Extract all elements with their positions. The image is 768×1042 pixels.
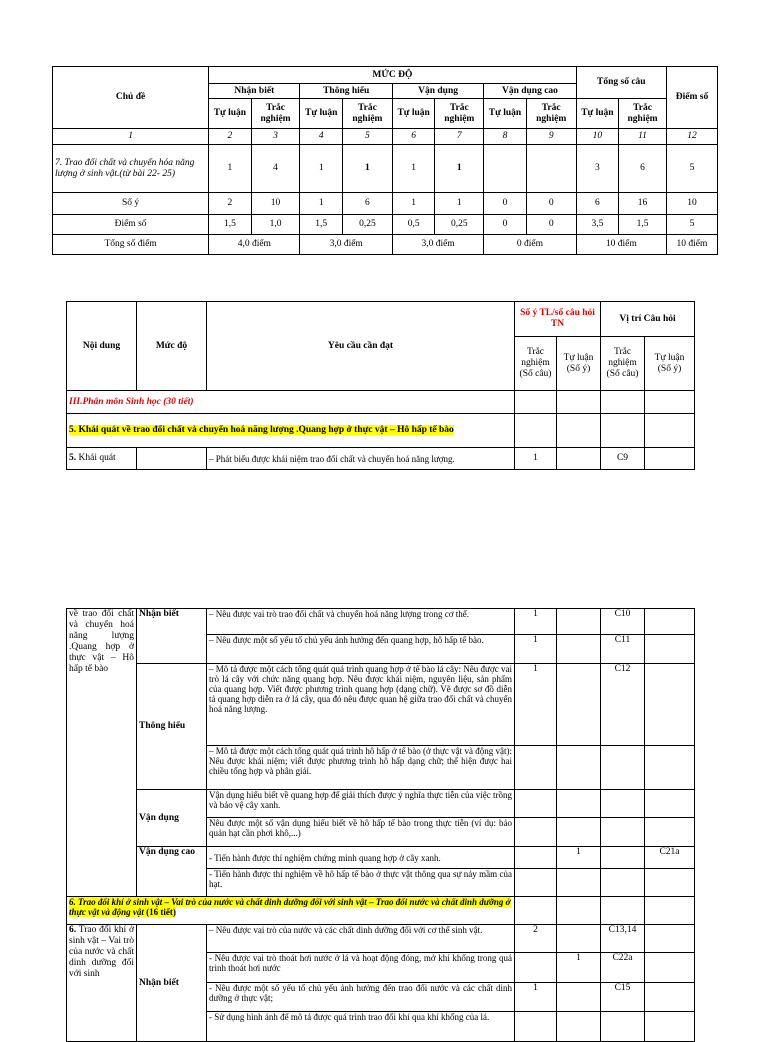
cell: 0 [526,193,576,215]
content-cell [67,448,137,470]
cell: 1 [515,635,557,664]
topic-6-row [67,897,515,925]
header-requirement: Yêu cầu cần đạt [207,302,515,391]
cell: C9 [601,448,645,470]
cell [645,983,695,1012]
cell [645,746,695,790]
cell [645,790,695,818]
cell [601,391,645,414]
col-num: 9 [526,129,576,145]
col-num: 11 [619,129,667,145]
requirement: – Phát biểu được khái niệm trao đổi chất và chuyển hoá năng lượng. [207,448,515,470]
cell [526,145,576,193]
cell: 3,0 điểm [392,235,483,255]
sub-essay: Tự luận [392,99,434,129]
cell [515,847,557,869]
header-level: Mức độ [137,302,207,391]
cell [601,818,645,847]
cell [515,790,557,818]
cell [645,391,695,414]
sub-essay: Tự luận [209,99,251,129]
cell [601,1012,645,1042]
level-understand: Thông hiểu [137,664,207,790]
cell: 0,25 [342,215,392,235]
cell [557,664,601,746]
requirement: – Nêu được vai trò của nước và các chất dinh dưỡng đối với cơ thể sinh vật. [207,925,515,953]
cell [645,953,695,983]
cell [557,609,601,635]
level-apply: Vận dụng [392,84,483,99]
cell: C13,14 [601,925,645,953]
cell [515,414,557,448]
topic-6-title [69,897,511,917]
cell [515,818,557,847]
topic-6-hours: (16 tiết) [146,907,176,917]
sub-essay: Tự luận [300,99,342,129]
cell: 0 [484,215,526,235]
cell [515,391,557,414]
col-num: 7 [435,129,484,145]
cell [645,869,695,897]
header-total-questions: Tổng số câu [576,67,666,99]
cell [645,818,695,847]
cell [557,897,601,925]
topic-5-title: 5. Khái quát về trao đổi chất và chuyển hoá năng lượng .Quang hợp ở thực vật – Hô hấp tế bào [69,425,454,435]
header-position: Vị trí Câu hỏi [601,302,695,337]
sub-mc: Trắc nghiệm [619,99,667,129]
cell [645,609,695,635]
sub-mc: Trắc nghiệm [251,99,300,129]
cell: 1 [435,193,484,215]
row-label-total: Tổng số điểm [53,235,209,255]
cell: 10 [666,193,717,215]
cell [601,790,645,818]
cell [645,448,695,470]
cell: C12 [601,664,645,746]
cell: 1 [515,448,557,470]
requirement: - Sử dụng hình ảnh để mô tả được quá trình trao đổi khí qua khí khổng của lá. [207,1012,515,1042]
cell: 10 điểm [666,235,717,255]
cell: 0,25 [435,215,484,235]
col-num: 6 [392,129,434,145]
cell: 1,5 [300,215,342,235]
col-num: 8 [484,129,526,145]
cell [601,869,645,897]
row-label-so-y: Số ý [53,193,209,215]
cell [645,414,695,448]
spec-table-continued [66,608,695,1042]
cell [484,145,526,193]
level-apply-high: Vận dụng cao [484,84,576,99]
topic-7: 7. Trao đổi chất và chuyển hóa năng lượng ở sinh vật.(từ bài 22- 25) [53,145,209,193]
level-recognize: Nhận biết [137,609,207,664]
col-num: 4 [300,129,342,145]
cell: 1 [515,609,557,635]
cell [645,897,695,925]
requirement: – Nêu được vai trò trao đổi chất và chuyển hoá năng lượng trong cơ thể. [207,609,515,635]
cell [515,869,557,897]
header-score: Điểm số [666,67,717,129]
cell: 6 [342,193,392,215]
col-num: 1 [53,129,209,145]
cell [645,1012,695,1042]
requirement: – Nêu được một số yếu tố chủ yếu ảnh hưởng đến quang hợp, hô hấp tế bào. [207,635,515,664]
col-num: 10 [576,129,618,145]
cell: 10 [251,193,300,215]
cell: 1 [300,193,342,215]
cell [557,1012,601,1042]
cell: 1 [392,145,434,193]
col-num: 12 [666,129,717,145]
cell: 4,0 điểm [209,235,300,255]
sub-essay-count: Tự luận (Số ý) [557,337,601,391]
cell [557,414,601,448]
content-text: Trao đổi khí ở sinh vật – Vai trò của nước và chất dinh dưỡng đối với sinh [69,925,134,979]
header-content: Nội dung [67,302,137,391]
cell: 3 [576,145,618,193]
cell [515,746,557,790]
cell [601,847,645,869]
cell [557,925,601,953]
level-apply: Vận dụng [137,790,207,847]
cell: 1 [300,145,342,193]
cell: 2 [515,925,557,953]
section-biology: III.Phân môn Sinh học (30 tiết) [67,391,515,414]
cell [601,897,645,925]
col-num: 3 [251,129,300,145]
cell: 1 [392,193,434,215]
cell [515,953,557,983]
cell [557,818,601,847]
cell [557,746,601,790]
topic-5-continued: về trao đổi chất và chuyển hoá năng lượng .Quang hợp ở thực vật – Hô hấp tế bào [67,609,137,897]
cell: C11 [601,635,645,664]
cell: 4 [251,145,300,193]
cell [557,448,601,470]
cell: 1 [435,145,484,193]
sub-essay: Tự luận [484,99,526,129]
cell: 10 điểm [576,235,666,255]
cell: 0 điểm [484,235,576,255]
requirement: – Mô tả được một cách tổng quát quá trình hô hấp ở tế bào (ở thực vật và động vật): Nêu được khái niệm; viết được phương trình hô hấp dạng chữ; thể hiện được hai chiều tổng hợp và phân giải. [207,746,515,790]
cell: C15 [601,983,645,1012]
spec-table [66,301,695,470]
col-num: 2 [209,129,251,145]
row-label-diem-so: Điểm số [53,215,209,235]
requirement: Vận dụng hiểu biết về quang hợp để giải thích được ý nghĩa thực tiễn của việc trồng và bảo vệ cây xanh. [207,790,515,818]
header-level: MỨC ĐỘ [209,67,577,84]
cell [557,391,601,414]
cell: 1,0 [251,215,300,235]
cell: C10 [601,609,645,635]
cell [137,448,207,470]
cell: 6 [619,145,667,193]
cell [601,414,645,448]
content-text: Khái quát [78,453,116,463]
cell [515,1012,557,1042]
cell: 1 [342,145,392,193]
cell [557,983,601,1012]
matrix-table [52,66,718,255]
cell [645,664,695,746]
requirement: - Nêu được vai trò thoát hơi nước ở lá và hoạt động đóng, mở khí khổng trong quá trình thoát hơi nước [207,953,515,983]
cell: 2 [209,193,251,215]
requirement: - Nêu được một số yếu tố chủ yếu ảnh hưởng đến trao đổi nước và các chất dinh dưỡng ở thực vật; [207,983,515,1012]
header-topic: Chủ đề [53,67,209,129]
requirement: - Tiến hành được thí nghiệm chứng minh quang hợp ở cây xanh. [207,847,515,869]
cell: 6 [576,193,618,215]
level-recognize: Nhận biết [137,925,207,1042]
requirement: Nêu được một số vận dụng hiểu biết về hô hấp tế bào trong thực tiễn (ví dụ: bảo quản hạt cần phơi khô,...) [207,818,515,847]
cell [645,635,695,664]
cell: 1,5 [209,215,251,235]
sub-mc-pos: Trắc nghiệm (Số câu) [601,337,645,391]
cell [557,635,601,664]
level-apply-high: Vận dụng cao [137,847,207,897]
cell [557,869,601,897]
content-number: 6. [69,925,77,935]
cell: 1 [557,847,601,869]
cell: 1,5 [619,215,667,235]
cell [601,746,645,790]
cell [557,790,601,818]
col-num: 5 [342,129,392,145]
cell: C22a [601,953,645,983]
cell: 16 [619,193,667,215]
cell: 5 [666,145,717,193]
cell: 3,0 điểm [300,235,392,255]
content-number: 5. [69,453,77,463]
cell: 1 [515,664,557,746]
cell: 3,5 [576,215,618,235]
sub-essay: Tự luận [576,99,618,129]
sub-mc: Trắc nghiệm [526,99,576,129]
sub-essay-pos: Tự luận (Số ý) [645,337,695,391]
cell: 1 [515,983,557,1012]
cell [515,897,557,925]
level-recognize: Nhận biết [209,84,300,99]
cell: C21a [645,847,695,869]
cell: 0 [526,215,576,235]
topic-5-row [67,414,515,448]
requirement: - Tiến hành được thí nghiệm về hô hấp tế bào ở thực vật thông qua sự nảy mầm của hạt. [207,869,515,897]
level-understand: Thông hiểu [300,84,392,99]
cell: 5 [666,215,717,235]
cell [645,925,695,953]
sub-mc: Trắc nghiệm [435,99,484,129]
cell: 0,5 [392,215,434,235]
cell: 0 [484,193,526,215]
topic-6-text: 6. Trao đổi khí ở sinh vật – Vai trò của nước và chất dinh dưỡng đối với sinh vật – Trao đổi nước và chất dinh dưỡng ở thực vật và động vật [69,897,511,917]
sub-mc: Trắc nghiệm [342,99,392,129]
cell: 1 [209,145,251,193]
cell: 1 [557,953,601,983]
header-count: Số ý TL/số câu hỏi TN [515,302,601,337]
requirement: – Mô tả được một cách tổng quát quá trình quang hợp ở tế bào lá cây: Nêu được vai trò lá cây với chức năng quang hợp. Nêu được khái niệm, nguyên liệu, sản phẩm của quang hợp. Viết được phương trình quang hợp (dạng chữ). Vẽ được sơ đồ diễn tả quang hợp diễn ra ở lá cây, qua đó nêu được quan hệ giữa trao đổi chất và chuyển hoá năng lượng. [207,664,515,746]
sub-mc-count: Trắc nghiệm (Số câu) [515,337,557,391]
